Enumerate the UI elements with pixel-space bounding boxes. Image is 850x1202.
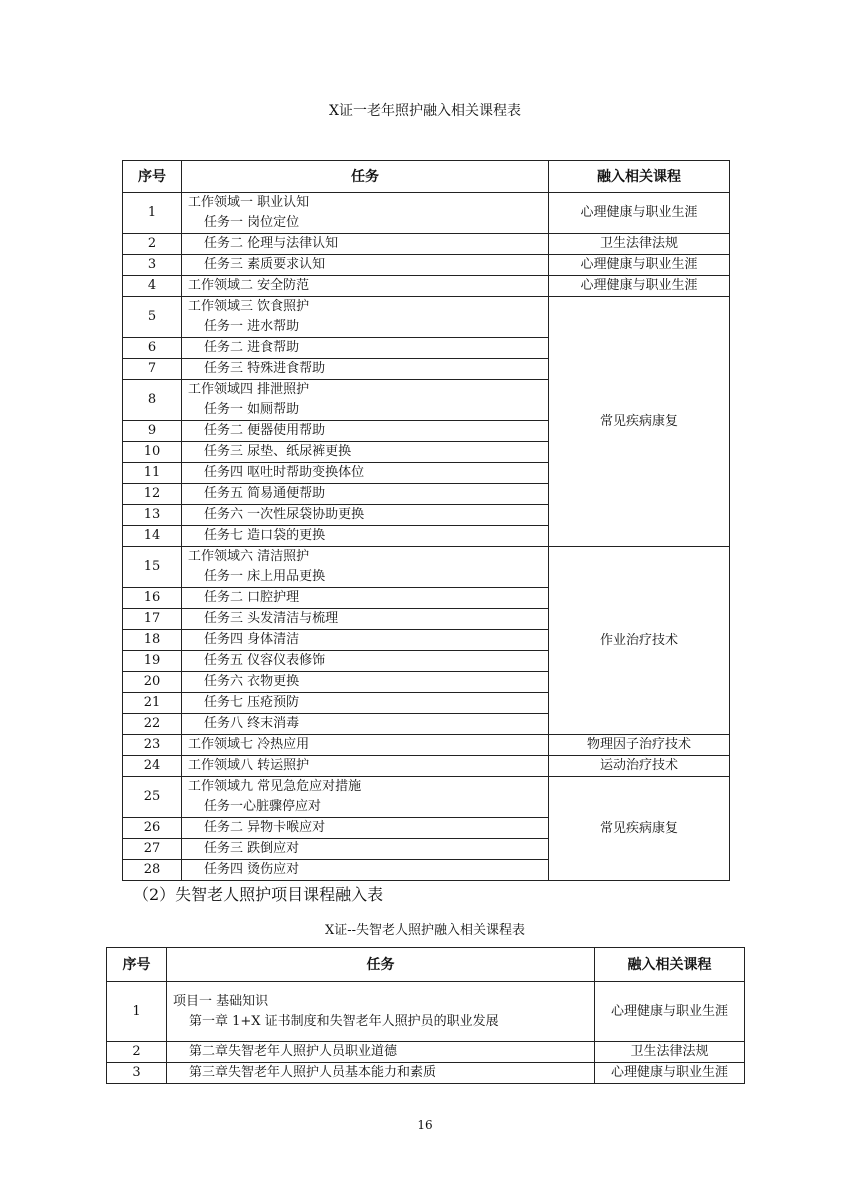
table-row <box>123 193 730 234</box>
task-cell <box>182 193 549 234</box>
task-cell <box>167 1063 595 1084</box>
task-name: 任务二 进食帮助 <box>204 340 300 355</box>
row-number: 10 <box>123 442 182 463</box>
row-number: 19 <box>123 651 182 672</box>
row-number: 20 <box>123 672 182 693</box>
table-row <box>123 255 730 276</box>
table-row <box>123 297 730 338</box>
row-number: 25 <box>123 777 182 818</box>
work-domain: 工作领域九 常见急危应对措施 <box>188 779 362 794</box>
row-number: 9 <box>123 421 182 442</box>
course-cell: 心理健康与职业生涯 <box>549 255 730 276</box>
header-course: 融入相关课程 <box>549 161 730 193</box>
row-number: 12 <box>123 484 182 505</box>
work-domain: 工作领域七 冷热应用 <box>188 737 310 752</box>
row-number: 15 <box>123 547 182 588</box>
task-name: 任务八 终末消毒 <box>204 716 300 731</box>
table-row <box>123 756 730 777</box>
work-domain: 工作领域一 职业认知 <box>188 195 310 210</box>
task-cell <box>182 547 549 588</box>
table-dementia-care <box>106 947 745 1084</box>
task-cell <box>182 380 549 421</box>
task-name: 任务二 口腔护理 <box>204 590 300 605</box>
row-number: 4 <box>123 276 182 297</box>
row-number: 3 <box>123 255 182 276</box>
task-cell <box>182 588 549 609</box>
task-cell <box>182 234 549 255</box>
task-name: 任务七 造口袋的更换 <box>204 528 326 543</box>
task-name: 任务一心脏骤停应对 <box>204 799 322 814</box>
row-number: 21 <box>123 693 182 714</box>
table-row <box>107 1042 745 1063</box>
task-name: 任务一 床上用品更换 <box>204 569 326 584</box>
row-number: 24 <box>123 756 182 777</box>
course-cell: 常见疾病康复 <box>549 297 730 547</box>
work-domain: 工作领域三 饮食照护 <box>188 299 310 314</box>
task-cell <box>182 338 549 359</box>
task-name: 任务七 压疮预防 <box>204 695 300 710</box>
table1-title: X证一老年照护融入相关课程表 <box>329 103 521 119</box>
task-name: 任务六 一次性尿袋协助更换 <box>204 507 365 522</box>
chapter-name: 第一章 1+X 证书制度和失智老年人照护员的职业发展 <box>189 1013 499 1029</box>
section-heading: （2）失智老人照护项目课程融入表 <box>133 885 384 904</box>
row-number: 16 <box>123 588 182 609</box>
work-domain: 工作领域六 清洁照护 <box>188 549 310 564</box>
task-cell <box>182 651 549 672</box>
task-cell <box>182 818 549 839</box>
task-name: 任务六 衣物更换 <box>204 674 300 689</box>
task-cell <box>182 463 549 484</box>
task-cell <box>182 484 549 505</box>
header-no: 序号 <box>107 948 167 982</box>
task-name: 任务二 便器使用帮助 <box>204 423 326 438</box>
row-number: 22 <box>123 714 182 735</box>
row-number: 1 <box>123 193 182 234</box>
chapter-name: 第三章失智老年人照护人员基本能力和素质 <box>189 1065 437 1080</box>
row-number: 2 <box>123 234 182 255</box>
task-cell <box>182 735 549 756</box>
table-row <box>107 982 745 1042</box>
row-number: 26 <box>123 818 182 839</box>
task-name: 任务三 特殊进食帮助 <box>204 361 326 376</box>
row-number: 23 <box>123 735 182 756</box>
task-name: 任务一 进水帮助 <box>204 319 300 334</box>
task-cell <box>182 297 549 338</box>
header-task: 任务 <box>167 948 595 982</box>
header-no: 序号 <box>123 161 182 193</box>
task-cell <box>182 860 549 881</box>
task-name: 任务三 尿垫、纸尿裤更换 <box>204 444 352 459</box>
course-cell: 心理健康与职业生涯 <box>595 982 745 1042</box>
course-cell: 常见疾病康复 <box>549 777 730 881</box>
row-number: 7 <box>123 359 182 380</box>
task-cell <box>182 421 549 442</box>
header-task: 任务 <box>182 161 549 193</box>
task-name: 任务五 仪容仪表修饰 <box>204 653 326 668</box>
task-name: 任务四 身体清洁 <box>204 632 300 647</box>
row-number: 5 <box>123 297 182 338</box>
task-cell <box>182 714 549 735</box>
chapter-name: 第二章失智老年人照护人员职业道德 <box>189 1044 398 1059</box>
row-number: 1 <box>107 982 167 1042</box>
task-cell <box>182 630 549 651</box>
task-cell <box>182 756 549 777</box>
row-number: 6 <box>123 338 182 359</box>
row-number: 13 <box>123 505 182 526</box>
task-cell <box>182 672 549 693</box>
work-domain: 工作领域二 安全防范 <box>188 278 310 293</box>
course-cell: 心理健康与职业生涯 <box>595 1063 745 1084</box>
task-cell <box>182 255 549 276</box>
table-row <box>123 547 730 588</box>
row-number: 11 <box>123 463 182 484</box>
work-domain: 工作领域八 转运照护 <box>188 758 310 773</box>
table-row <box>123 276 730 297</box>
task-cell <box>182 777 549 818</box>
project-name: 项目一 基础知识 <box>173 993 269 1009</box>
course-cell: 运动治疗技术 <box>549 756 730 777</box>
row-number: 3 <box>107 1063 167 1084</box>
work-domain: 工作领域四 排泄照护 <box>188 382 310 397</box>
course-cell: 作业治疗技术 <box>549 547 730 735</box>
table-row <box>123 777 730 818</box>
task-cell <box>182 359 549 380</box>
table-row <box>123 234 730 255</box>
task-cell <box>182 526 549 547</box>
task-name: 任务四 呕吐时帮助变换体位 <box>204 465 365 480</box>
task-cell <box>182 609 549 630</box>
row-number: 2 <box>107 1042 167 1063</box>
task-name: 任务五 简易通便帮助 <box>204 486 326 501</box>
row-number: 14 <box>123 526 182 547</box>
task-cell <box>182 693 549 714</box>
task-name: 任务四 烫伤应对 <box>204 862 300 877</box>
table-row <box>107 1063 745 1084</box>
table-elderly-care <box>122 160 730 881</box>
row-number: 18 <box>123 630 182 651</box>
task-name: 任务一 如厕帮助 <box>204 402 300 417</box>
task-name: 任务三 头发清洁与梳理 <box>204 611 339 626</box>
row-number: 8 <box>123 380 182 421</box>
course-cell: 卫生法律法规 <box>549 234 730 255</box>
task-cell <box>167 982 595 1042</box>
task-name: 任务三 素质要求认知 <box>204 257 326 272</box>
task-cell <box>167 1042 595 1063</box>
table-row <box>123 735 730 756</box>
task-cell <box>182 505 549 526</box>
table-header-row <box>107 948 745 982</box>
row-number: 27 <box>123 839 182 860</box>
page-number: 16 <box>417 1118 433 1132</box>
task-cell <box>182 442 549 463</box>
task-name: 任务二 异物卡喉应对 <box>204 820 326 835</box>
course-cell: 物理因子治疗技术 <box>549 735 730 756</box>
table-header-row <box>123 161 730 193</box>
task-name: 任务一 岗位定位 <box>204 215 300 230</box>
header-course: 融入相关课程 <box>595 948 745 982</box>
course-cell: 心理健康与职业生涯 <box>549 276 730 297</box>
task-name: 任务二 伦理与法律认知 <box>204 236 339 251</box>
task-cell <box>182 276 549 297</box>
task-name: 任务三 跌倒应对 <box>204 841 300 856</box>
row-number: 28 <box>123 860 182 881</box>
table2-title: X证--失智老人照护融入相关课程表 <box>324 923 526 938</box>
course-cell: 卫生法律法规 <box>595 1042 745 1063</box>
course-cell: 心理健康与职业生涯 <box>549 193 730 234</box>
row-number: 17 <box>123 609 182 630</box>
task-cell <box>182 839 549 860</box>
